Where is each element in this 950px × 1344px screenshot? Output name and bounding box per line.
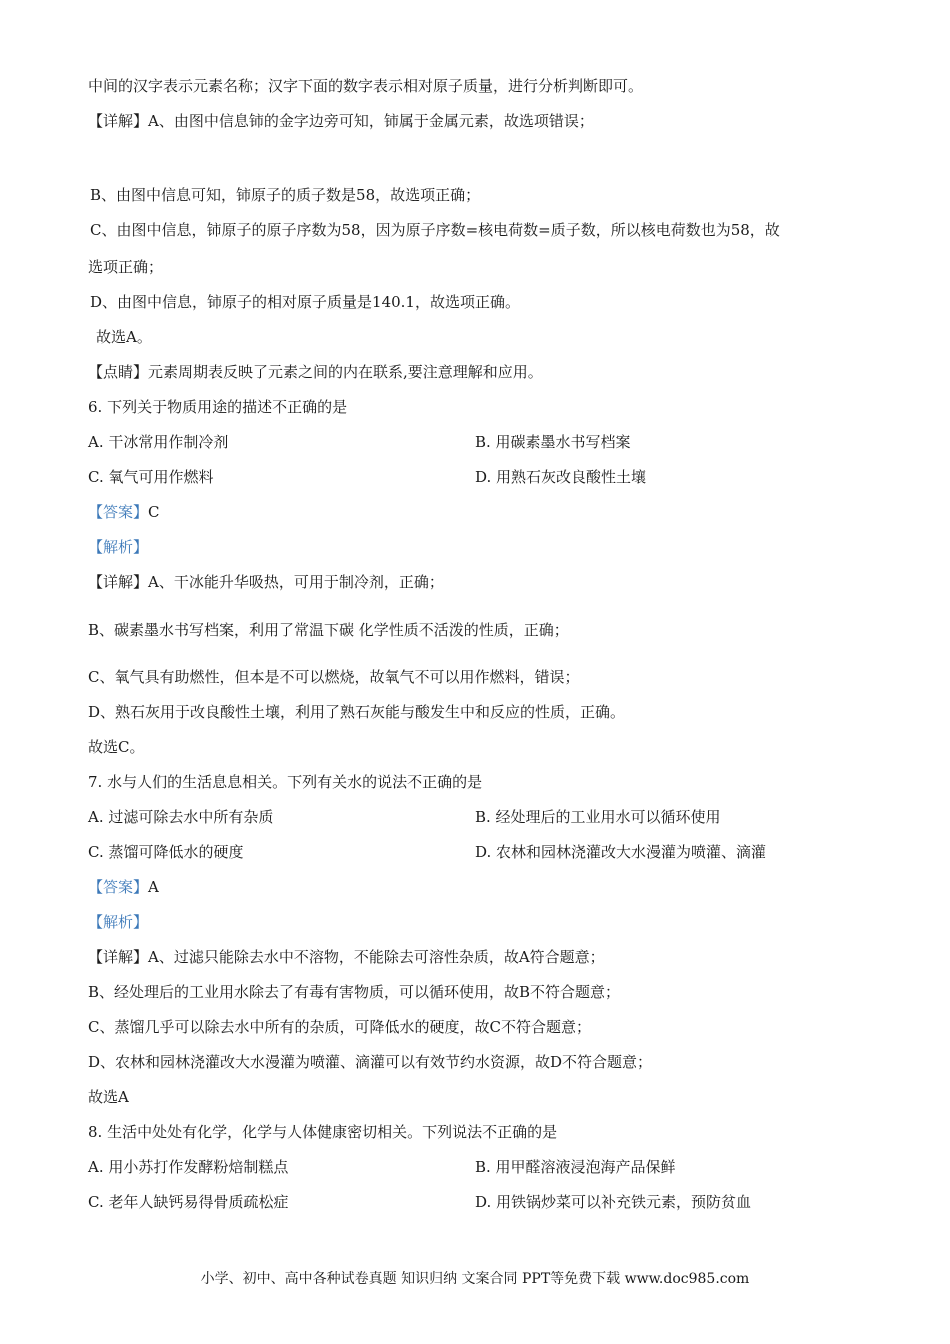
answer-value: A: [148, 878, 159, 896]
option-a: A. 过滤可除去水中所有杂质: [88, 808, 274, 826]
option-c: C. 蒸馏可降低水的硬度: [88, 843, 244, 861]
page-footer: 小学、初中、高中各种试卷真题 知识归纳 文案合同 PPT等免费下载 www.doc985.com: [200, 1271, 750, 1287]
answer-line: [88, 502, 160, 522]
answer-label: 【答案】: [88, 503, 149, 521]
question-stem: 8. 生活中处处有化学，化学与人体健康密切相关。下列说法不正确的是: [88, 1123, 558, 1141]
question-stem: 7. 水与人们的生活息息相关。下列有关水的说法不正确的是: [88, 773, 483, 791]
question-stem: 6. 下列关于物质用途的描述不正确的是: [88, 398, 348, 416]
text-line: 选项正确；: [88, 258, 164, 276]
option-d: D. 用铁锅炒菜可以补充铁元素，预防贫血: [475, 1193, 752, 1211]
option-d: D. 用熟石灰改良酸性土壤: [475, 468, 647, 486]
text-line: D、由图中信息，铈原子的相对原子质量是140.1，故选项正确。: [90, 293, 520, 311]
explanation-line: B、经处理后的工业用水除去了有毒有害物质，可以循环使用，故B不符合题意；: [88, 983, 621, 1001]
option-b: B. 经处理后的工业用水可以循环使用: [475, 808, 721, 826]
explanation-line: 【详解】A、过滤只能除去水中不溶物，不能除去可溶性杂质，故A符合题意；: [88, 948, 605, 966]
explanation-line: C、氧气具有助燃性，但本是不可以燃烧，故氧气不可以用作燃料，错误；: [88, 668, 580, 686]
text-line: 【详解】A、由图中信息铈的金字边旁可知，铈属于金属元素，故选项错误；: [88, 112, 594, 130]
option-c: C. 老年人缺钙易得骨质疏松症: [88, 1193, 289, 1211]
explanation-line: D、农林和园林浇灌改大水漫灌为喷灌、滴灌可以有效节约水资源，故D不符合题意；: [88, 1053, 653, 1071]
explanation-line: 【详解】A、干冰能升华吸热，可用于制冷剂，正确；: [88, 573, 444, 591]
explanation-line: D、熟石灰用于改良酸性土壤，利用了熟石灰能与酸发生中和反应的性质，正确。: [88, 703, 626, 721]
option-c: C. 氧气可用作燃料: [88, 468, 214, 486]
answer-label: 【答案】: [88, 878, 149, 896]
explanation-line: B、碳素墨水书写档案，利用了常温下碳 化学性质不活泼的性质，正确；: [88, 621, 569, 639]
analysis-label: 【解析】: [88, 538, 149, 556]
answer-value: C: [148, 503, 160, 521]
option-d: D. 农林和园林浇灌改大水漫灌为喷灌、滴灌: [475, 843, 767, 861]
text-line: 故选A。: [96, 328, 152, 346]
explanation-line: 故选C。: [88, 738, 145, 756]
option-a: A. 用小苏打作发酵粉焙制糕点: [88, 1158, 289, 1176]
answer-line: [88, 877, 159, 897]
text-line: 【点睛】元素周期表反映了元素之间的内在联系,要注意理解和应用。: [88, 363, 543, 381]
text-line: 中间的汉字表示元素名称；汉字下面的数字表示相对原子质量，进行分析判断即可。: [88, 77, 644, 95]
text-line: B、由图中信息可知，铈原子的质子数是58，故选项正确；: [90, 186, 481, 204]
option-b: B. 用甲醛溶液浸泡海产品保鲜: [475, 1158, 676, 1176]
text-line: C、由图中信息，铈原子的原子序数为58，因为原子序数=核电荷数=质子数，所以核电荷数也为58，故: [90, 221, 780, 239]
explanation-line: 故选A: [88, 1088, 129, 1106]
explanation-line: C、蒸馏几乎可以除去水中所有的杂质，可降低水的硬度，故C不符合题意；: [88, 1018, 591, 1036]
analysis-label: 【解析】: [88, 913, 149, 931]
option-b: B. 用碳素墨水书写档案: [475, 433, 631, 451]
option-a: A. 干冰常用作制冷剂: [88, 433, 229, 451]
